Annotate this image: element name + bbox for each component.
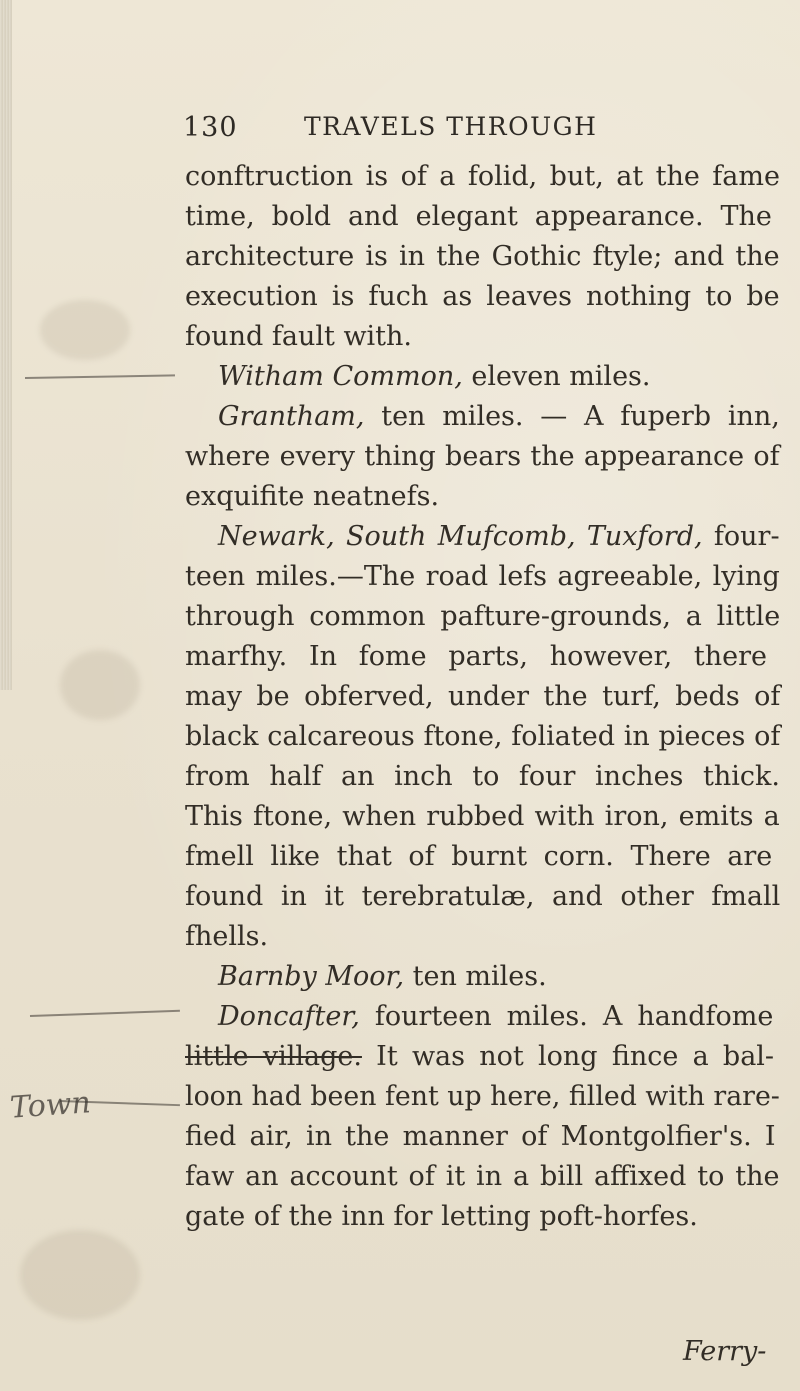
text-line bbox=[185, 1157, 780, 1197]
running-head: TRAVELS THROUGH bbox=[304, 112, 598, 141]
text-line bbox=[185, 197, 772, 237]
text-line bbox=[185, 1037, 774, 1077]
text-segment: execution is fuch as leaves nothing to be bbox=[185, 281, 780, 312]
text-line bbox=[185, 797, 780, 837]
text-line bbox=[185, 237, 780, 277]
text-line bbox=[185, 1197, 698, 1237]
text-segment: faw an account of it in a bill affixed to the bbox=[185, 1161, 780, 1192]
text-line bbox=[218, 397, 780, 437]
text-segment: eleven miles. bbox=[462, 361, 651, 392]
text-segment: ten miles. — A fuperb inn, bbox=[364, 401, 780, 432]
place-name: Newark, South Mufcomb, Tuxford, bbox=[218, 521, 703, 552]
text-line bbox=[185, 597, 780, 637]
text-segment: gate of the inn for letting poft-horfes. bbox=[185, 1201, 698, 1232]
text-segment: through common pafture-grounds, a little bbox=[185, 601, 781, 632]
paper-stain bbox=[60, 650, 140, 720]
text-line bbox=[185, 1077, 780, 1117]
place-name: Barnby Moor, bbox=[218, 961, 405, 992]
text-segment: exquifite neatnefs. bbox=[185, 481, 440, 512]
text-line bbox=[185, 917, 268, 957]
text-segment: found fault with. bbox=[185, 321, 413, 352]
place-name: Witham bbox=[218, 361, 324, 392]
text-segment: where every thing bears the appearance of bbox=[185, 441, 780, 472]
text-segment: architecture is in the Gothic ftyle; and the bbox=[185, 241, 780, 272]
text-segment: fmell like that of burnt corn. There are bbox=[185, 841, 773, 872]
text-segment: from half an inch to four inches thick. bbox=[185, 761, 780, 792]
text-line bbox=[218, 517, 780, 557]
handwritten-margin-note: Town bbox=[8, 1085, 92, 1126]
text-line bbox=[185, 477, 439, 517]
place-name: Doncafter, bbox=[218, 1001, 360, 1032]
text-segment: little village. bbox=[185, 1041, 362, 1072]
text-segment: may be obferved, under the turf, beds of bbox=[185, 681, 781, 712]
text-line bbox=[185, 877, 780, 917]
margin-pen-stroke bbox=[30, 1010, 180, 1017]
text-line bbox=[185, 677, 780, 717]
text-segment: four- bbox=[702, 521, 780, 552]
text-line bbox=[185, 157, 780, 197]
text-segment: conftruction is of a folid, but, at the fame bbox=[185, 161, 780, 192]
text-segment: time, bold and elegant appearance. The bbox=[185, 201, 772, 232]
paper-stain bbox=[20, 1230, 140, 1320]
text-line bbox=[185, 437, 780, 477]
paper-stain bbox=[40, 300, 130, 360]
text-segment: ten miles. bbox=[404, 961, 547, 992]
margin-pen-stroke bbox=[25, 374, 175, 379]
text-segment: found in it terebratulæ, and other fmall bbox=[185, 881, 781, 912]
catchword: Ferry- bbox=[683, 1336, 767, 1367]
text-segment: This ftone, when rubbed with iron, emits a bbox=[185, 801, 780, 832]
text-segment: fourteen miles. A handfome bbox=[359, 1001, 774, 1032]
text-segment: fhells. bbox=[185, 921, 269, 952]
text-segment: It was not long fince a bal- bbox=[361, 1041, 775, 1072]
text-line bbox=[185, 557, 780, 597]
text-line bbox=[185, 637, 767, 677]
text-segment: teen miles.—The road lefs agreeable, lying bbox=[185, 561, 780, 592]
text-line bbox=[218, 997, 773, 1037]
text-line bbox=[218, 957, 547, 997]
text-line bbox=[218, 357, 650, 397]
text-line bbox=[185, 277, 780, 317]
page-number: 130 bbox=[183, 112, 238, 143]
text-line bbox=[185, 317, 412, 357]
page-gutter bbox=[0, 0, 12, 690]
text-line bbox=[185, 757, 780, 797]
text-segment: fied air, in the manner of Montgolfier's. I bbox=[185, 1121, 776, 1152]
text-segment: marfhy. In fome parts, however, there bbox=[185, 641, 768, 672]
text-segment: black calcareous ftone, foliated in pieces of bbox=[185, 721, 781, 752]
page-header bbox=[0, 112, 800, 152]
place-name: Grantham, bbox=[218, 401, 365, 432]
text-segment: loon had been fent up here, filled with rare- bbox=[185, 1081, 780, 1112]
place-name: Common, bbox=[332, 361, 463, 392]
text-line bbox=[185, 1117, 776, 1157]
text-line bbox=[185, 837, 772, 877]
text-line bbox=[185, 717, 780, 757]
